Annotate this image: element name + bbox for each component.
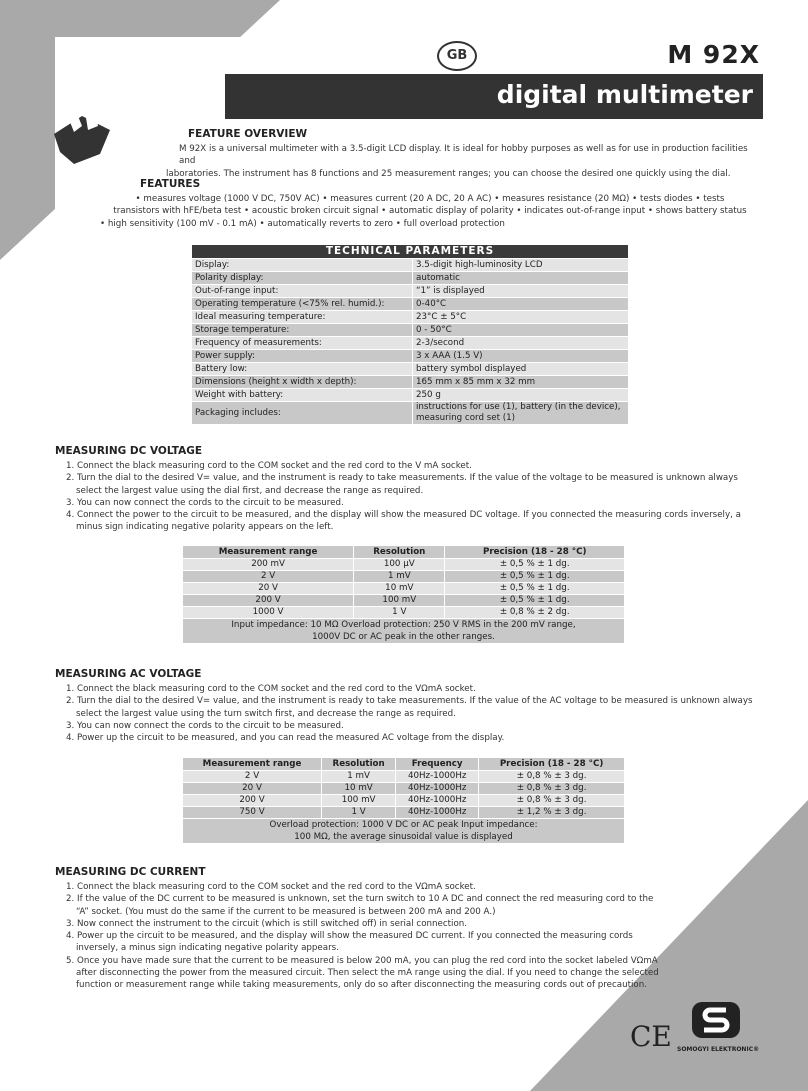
param-value-line: measuring cord set (1)	[416, 413, 516, 423]
param-value-line: 23°C ± 5°C	[416, 311, 467, 322]
ac-voltage-steps	[66, 683, 756, 744]
param-value	[413, 350, 629, 363]
language-badge: GB	[437, 41, 477, 71]
param-value	[413, 402, 629, 425]
param-value-line: 2-3/second	[416, 337, 465, 348]
feature-overview-line: M 92X is a universal multimeter with a 3.5-digit LCD display. It is ideal for hobby purposes as well as for use in production facilities and	[179, 144, 748, 167]
features-line: • measures voltage (1000 V DC, 750V AC) • measures current (20 A DC, 20 A AC) • measures resistance (20 MΩ) • tests diodes • tests	[135, 194, 725, 204]
param-label: Ideal measuring temperature:	[192, 311, 413, 324]
table-cell: 100 mV	[354, 595, 445, 607]
dc-voltage-steps	[66, 460, 756, 534]
param-value	[413, 311, 629, 324]
param-label: Dimensions (height x width x depth):	[192, 376, 413, 389]
step-item: 5. Once you have made sure that the current to be measured is below 200 mA, you can plug the red cord into the socket labeled VΩmA after disconnecting the power from the measured circuit. Then select the mA range using the dial. If you need to change the selected function or measurement range while taking measurements, only do so after disconnecting the measuring cords out of precaution.	[66, 955, 659, 991]
param-label: Storage temperature:	[192, 324, 413, 337]
column-header: Resolution	[322, 758, 396, 771]
table-row	[192, 259, 629, 272]
table-cell: 10 mV	[322, 783, 396, 795]
technical-parameters-table	[191, 244, 629, 425]
table-cell: 2 V	[183, 571, 354, 583]
param-value	[413, 337, 629, 350]
table-cell: ± 0,8 % ± 3 dg.	[479, 771, 625, 783]
table-cell: 1 mV	[322, 771, 396, 783]
technical-parameters-heading: TECHNICAL PARAMETERS	[192, 245, 629, 259]
param-value-line: automatic	[416, 272, 460, 283]
model-name: M 92X	[667, 40, 760, 69]
step-item: 1. Connect the black measuring cord to the COM socket and the red cord to the V mA socket.	[66, 461, 472, 471]
table-row	[183, 559, 625, 571]
table-cell: ± 0,8 % ± 2 dg.	[445, 607, 625, 619]
param-value	[413, 272, 629, 285]
table-cell: ± 0,8 % ± 3 dg.	[479, 783, 625, 795]
table-row	[183, 607, 625, 619]
table-footnote	[183, 619, 625, 644]
table-cell: 40Hz-1000Hz	[396, 783, 479, 795]
step-item: 3. You can now connect the cords to the circuit to be measured.	[66, 497, 344, 508]
step-item: 1. Connect the black measuring cord to the COM socket and the red cord to the VΩmA socket.	[66, 684, 476, 694]
param-value	[413, 363, 629, 376]
param-label: Weight with battery:	[192, 389, 413, 402]
table-row	[192, 350, 629, 363]
footnote-line: 1000V DC or AC peak in the other ranges.	[312, 632, 495, 642]
table-row	[183, 783, 625, 795]
table-cell: 2 V	[183, 771, 322, 783]
param-label: Power supply:	[192, 350, 413, 363]
column-header: Frequency	[396, 758, 479, 771]
column-header: Measurement range	[183, 546, 354, 559]
table-cell: 1000 V	[183, 607, 354, 619]
param-value	[413, 389, 629, 402]
param-label: Operating temperature (<75% rel. humid.):	[192, 298, 413, 311]
table-row	[183, 583, 625, 595]
header-row	[183, 758, 625, 771]
step-item: 4. Power up the circuit to be measured, and you can read the measured AC voltage from the display.	[66, 733, 505, 744]
features-line: transistors with hFE/beta test • acoustic broken circuit signal • automatic display of polarity • indicates out-of-range input • shows battery status	[113, 206, 747, 217]
header-row	[183, 546, 625, 559]
table-cell: 200 V	[183, 595, 354, 607]
param-value	[413, 298, 629, 311]
param-label: Frequency of measurements:	[192, 337, 413, 350]
step-item: 2. If the value of the DC current to be measured is unknown, set the turn switch to 10 A DC and connect the red measuring cord to the “A” socket. (You must do the same if the current to be measured is between 200 mA and 200 A.)	[66, 894, 654, 917]
table-cell: 1 mV	[354, 571, 445, 583]
table-row	[183, 807, 625, 819]
somogyi-logo-icon	[690, 1000, 742, 1040]
footer-row	[183, 819, 625, 844]
table-row	[192, 402, 629, 425]
param-value-line: 0-40°C	[416, 298, 447, 309]
table-row	[183, 771, 625, 783]
table-row	[183, 795, 625, 807]
step-item: 3. You can now connect the cords to the circuit to be measured.	[66, 720, 344, 731]
table-row	[192, 311, 629, 324]
table-row	[192, 389, 629, 402]
table-cell: 750 V	[183, 807, 322, 819]
brand-name: SOMOGYI ELEKTRONIC®	[677, 1046, 760, 1053]
table-row	[192, 272, 629, 285]
footnote-line: Input impedance: 10 MΩ Overload protection: 250 V RMS in the 200 mV range,	[231, 620, 576, 630]
table-row	[192, 285, 629, 298]
table-cell: 40Hz-1000Hz	[396, 807, 479, 819]
table-footnote	[183, 819, 625, 844]
table-cell: ± 0,5 % ± 1 dg.	[445, 571, 625, 583]
param-value-line: 3 x AAA (1.5 V)	[416, 350, 483, 361]
param-value-line: 3.5-digit high-luminosity LCD	[416, 259, 543, 270]
table-row	[183, 595, 625, 607]
step-item: 2. Turn the dial to the desired V= value, and the instrument is ready to take measurements. If the value of the AC voltage to be measured is unknown always select the largest value using the turn switch first, and decrease the range as required.	[66, 696, 753, 719]
ac-voltage-table	[182, 757, 625, 844]
param-value-line: 165 mm x 85 mm x 32 mm	[416, 376, 536, 387]
column-header: Precision (18 - 28 °C)	[445, 546, 625, 559]
step-item: 1. Connect the black measuring cord to the COM socket and the red cord to the VΩmA socket.	[66, 882, 476, 892]
column-header: Precision (18 - 28 °C)	[479, 758, 625, 771]
param-label: Display:	[192, 259, 413, 272]
step-item: 4. Power up the circuit to be measured, and the display will show the measured DC current. If you connected the measuring cords inversely, a minus sign indicating negative polarity appears.	[66, 931, 633, 954]
table-cell: 100 mV	[322, 795, 396, 807]
table-cell: 1 V	[322, 807, 396, 819]
table-cell: 40Hz-1000Hz	[396, 771, 479, 783]
param-value-line: “1” is displayed	[416, 285, 485, 296]
table-cell: ± 0,5 % ± 1 dg.	[445, 595, 625, 607]
features-heading: FEATURES	[140, 178, 201, 190]
table-row	[192, 298, 629, 311]
table-row	[183, 571, 625, 583]
param-label: Packaging includes:	[192, 402, 413, 425]
table-row	[192, 337, 629, 350]
param-label: Polarity display:	[192, 272, 413, 285]
title-bar	[225, 74, 763, 119]
table-cell: ± 0,5 % ± 1 dg.	[445, 559, 625, 571]
page-title: digital multimeter	[496, 80, 753, 109]
feature-overview-text	[166, 143, 766, 180]
feature-overview-heading: FEATURE OVERVIEW	[188, 128, 308, 140]
dc-current-heading: MEASURING DC CURRENT	[55, 866, 206, 878]
column-header: Resolution	[354, 546, 445, 559]
footer-row	[183, 619, 625, 644]
param-label: Battery low:	[192, 363, 413, 376]
param-label: Out-of-range input:	[192, 285, 413, 298]
feature-overview-line: laboratories. The instrument has 8 functions and 25 measurement ranges; you can choose the desired one quickly using the dial.	[166, 168, 731, 179]
dc-current-steps	[66, 881, 666, 992]
step-item: 4. Connect the power to the circuit to be measured, and the display will show the measured DC voltage. If you connected the measuring cords inversely, a minus sign indicating negative polarity appears on the left.	[66, 510, 741, 533]
param-value	[413, 376, 629, 389]
table-cell: 200 mV	[183, 559, 354, 571]
column-header: Measurement range	[183, 758, 322, 771]
table-cell: 40Hz-1000Hz	[396, 795, 479, 807]
table-cell: 10 mV	[354, 583, 445, 595]
dc-voltage-heading: MEASURING DC VOLTAGE	[55, 445, 203, 457]
footnote-line: Overload protection: 1000 V DC or AC peak Input impedance:	[269, 820, 538, 830]
features-text	[100, 193, 760, 230]
table-cell: ± 0,5 % ± 1 dg.	[445, 583, 625, 595]
dc-voltage-table	[182, 545, 625, 644]
footnote-line: 100 MΩ, the average sinusoidal value is displayed	[294, 832, 513, 842]
step-item: 2. Turn the dial to the desired V= value, and the instrument is ready to take measurements. If the value of the voltage to be measured is unknown always select the largest value using the dial first, and decrease the range as required.	[66, 473, 738, 496]
step-item: 3. Now connect the instrument to the circuit (which is still switched off) in serial connection.	[66, 918, 468, 929]
param-value-line: 250 g	[416, 389, 441, 400]
table-cell: 200 V	[183, 795, 322, 807]
features-line: • high sensitivity (100 mV - 0.1 mA) • automatically reverts to zero • full overload protection	[100, 218, 505, 229]
table-cell: 20 V	[183, 783, 322, 795]
table-cell: ± 0,8 % ± 3 dg.	[479, 795, 625, 807]
plug-icon	[52, 112, 112, 167]
table-cell: 100 µV	[354, 559, 445, 571]
table-row	[192, 363, 629, 376]
ac-voltage-heading: MEASURING AC VOLTAGE	[55, 668, 202, 680]
param-value-line: 0 - 50°C	[416, 324, 452, 335]
param-value	[413, 285, 629, 298]
param-value-line: instructions for use (1), battery (in the device),	[416, 402, 621, 412]
table-cell: 20 V	[183, 583, 354, 595]
table-row	[192, 376, 629, 389]
param-value-line: battery symbol displayed	[416, 363, 527, 374]
table-cell: ± 1,2 % ± 3 dg.	[479, 807, 625, 819]
table-row	[192, 324, 629, 337]
table-cell: 1 V	[354, 607, 445, 619]
ce-mark-icon: CE	[630, 1020, 672, 1053]
param-value	[413, 259, 629, 272]
param-value	[413, 324, 629, 337]
